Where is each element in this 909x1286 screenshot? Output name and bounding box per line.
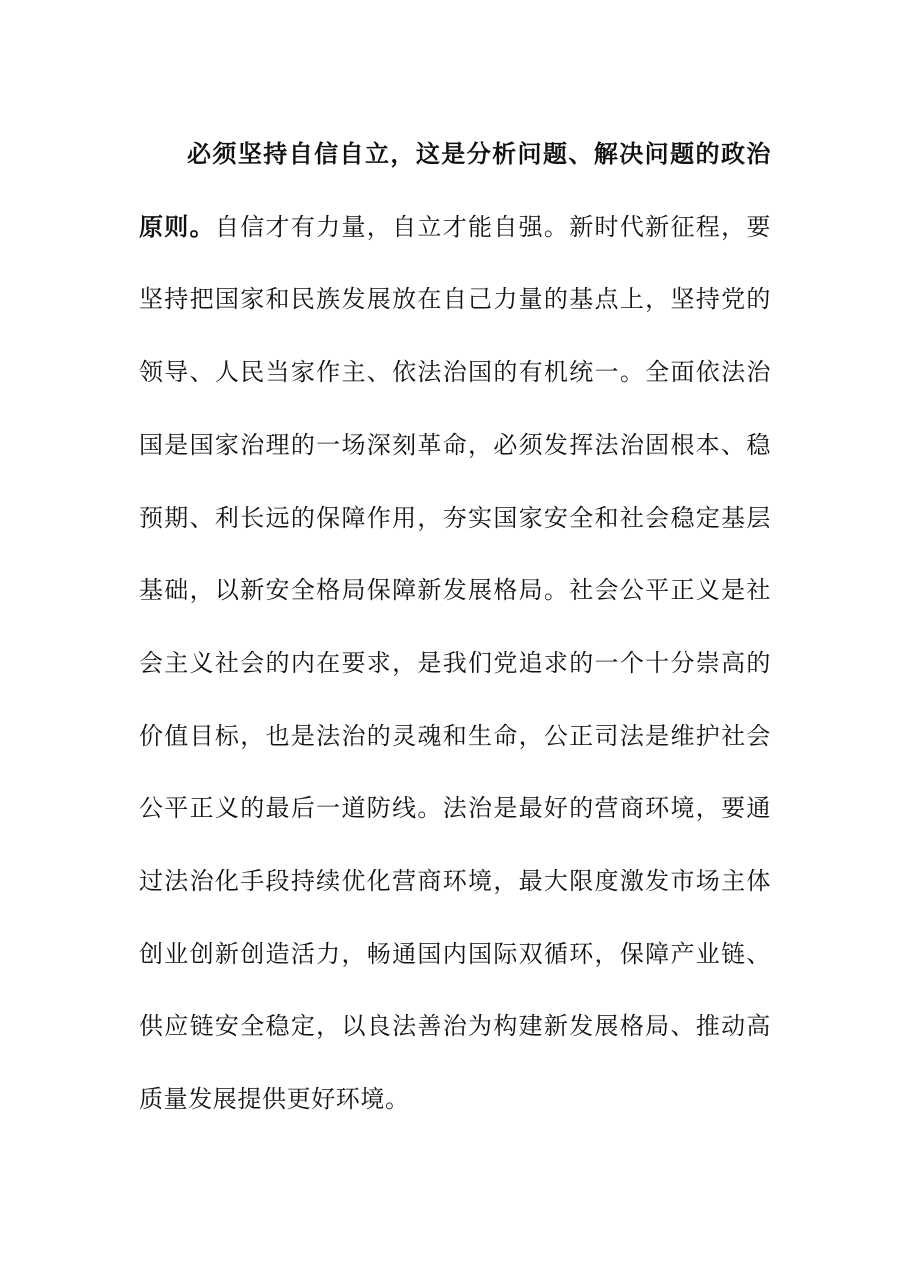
paragraph-body-text: 自信才有力量，自立才能自强。新时代新征程，要坚持把国家和民族发展放在自己力量的基点上，坚持党的领导、人民当家作主、依法治国的有机统一。全面依法治国是国家治理的一场深刻革命，必须发挥法治固根本、稳预期、利长远的保障作用，夯实国家安全和社会稳定基层基础，以新安全格局保障新发展格局。社会公平正义是社会主义社会的内在要求，是我们党追求的一个十分崇高的价值目标，也是法治的灵魂和生命，公正司法是维护社会公平正义的最后一道防线。法治是最好的营商环境，要通过法治化手段持续优化营商环境，最大限度激发市场主体创业创新创造活力，畅通国内国际双循环，保障产业链、供应链安全稳定，以良法善治为构建新发展格局、推动高质量发展提供更好环境。 <box>139 212 771 1114</box>
paragraph-lead-sentence: 必须坚持自信自立，这是分析问题、解决问题的政治原则。 <box>139 139 771 241</box>
body-paragraph <box>139 118 771 1136</box>
